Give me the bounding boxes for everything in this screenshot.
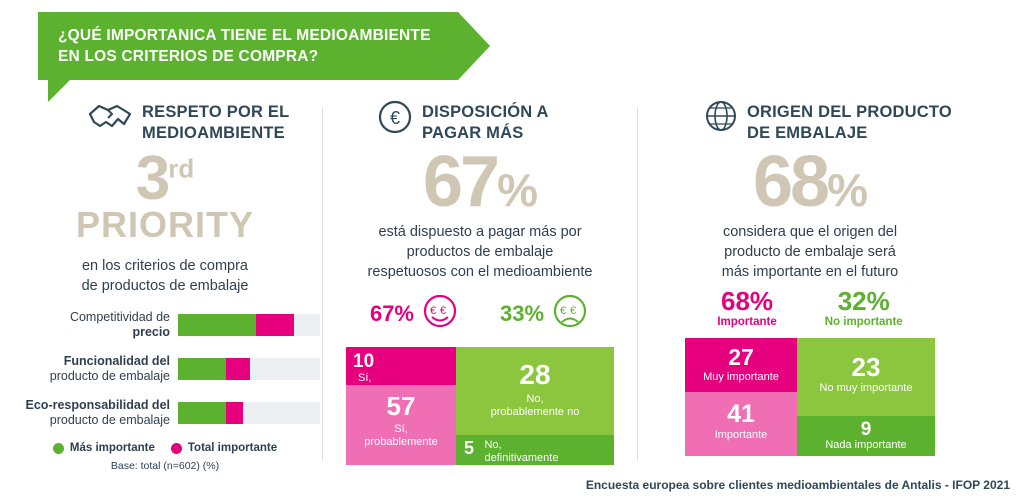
banner-line-2: EN LOS CRITERIOS DE COMPRA? <box>58 48 319 65</box>
svg-text:€: € <box>569 305 577 317</box>
footer-source: Encuesta europea sobre clientes medioambientales de Antalis - IFOP 2021 <box>585 478 1010 492</box>
bar-segment-green <box>178 358 226 380</box>
legend-label: Total importante <box>187 442 278 454</box>
block-si-probablemente: 57 Sí, probablemente <box>346 385 456 465</box>
col2-title-line-2: PAGAR MÁS <box>422 124 524 142</box>
column-divider-1 <box>322 108 323 460</box>
svg-text:€: € <box>559 305 567 317</box>
col1-bar-chart <box>10 310 320 428</box>
col1-base-note: Base: total (n=602) (%) <box>110 460 220 472</box>
col2-face-stats <box>330 294 630 333</box>
col3-title-line-1: ORIGEN DEL PRODUCTO <box>747 103 952 121</box>
svg-text:€: € <box>389 108 401 128</box>
col3-stacked-blocks <box>685 338 935 456</box>
bar-segment-green <box>178 402 226 424</box>
banner-line-1: ¿QUÉ IMPORTANICA TIENE EL MEDIOAMBIENTE <box>58 27 431 44</box>
bar-label-plain: producto de embalaje <box>49 369 170 383</box>
legend-item <box>171 442 277 454</box>
header-banner <box>38 12 458 80</box>
col1-big-number: 3rd <box>135 144 195 213</box>
bar-track <box>178 402 320 424</box>
stat-value: 68% <box>721 286 774 316</box>
bar-label-bold: Funcionalidad del <box>63 354 170 368</box>
col3-summary-stats <box>645 288 975 328</box>
col2-sub-line-2: productos de embalaje <box>406 244 554 260</box>
block-no-definitivamente: 5 No, definitivamente <box>456 435 614 465</box>
stat-importante <box>717 288 776 328</box>
face-stat-positive <box>370 294 460 333</box>
panel-respeto-medioambiente <box>10 100 320 472</box>
stat-label: Importante <box>717 316 777 328</box>
block-no-probablemente: 28 No, probablemente no <box>456 347 614 435</box>
bar-segment-pink <box>226 402 243 424</box>
col1-priority-word: PRIORITY <box>75 204 254 245</box>
svg-text:€: € <box>429 305 437 317</box>
banner-tail-shape <box>48 80 70 102</box>
bar-row <box>10 354 320 384</box>
block-muy-importante: 27 Muy importante <box>685 338 797 392</box>
col3-sub-line-1: considera que el origen del <box>722 224 898 240</box>
face-pct-value: 67% <box>369 300 414 326</box>
col1-legend <box>10 442 320 454</box>
col1-sub-line-2: de productos de embalaje <box>81 278 249 294</box>
col2-stacked-blocks <box>346 347 614 465</box>
stat-label: No importante <box>824 316 903 328</box>
svg-text:€: € <box>439 305 447 317</box>
sad-face-icon <box>550 294 590 333</box>
col3-sub-line-3: más importante en el futuro <box>721 264 899 280</box>
banner-arrow-shape <box>458 12 490 80</box>
panel-origen-producto <box>645 100 975 456</box>
bar-label-bold: precio <box>132 325 170 339</box>
legend-item <box>53 442 155 454</box>
bar-label-plain: producto de embalaje <box>49 413 170 427</box>
block-no-muy-importante: 23 No muy importante <box>797 338 935 416</box>
bar-label-plain: Competitividad de <box>69 310 170 324</box>
bar-row <box>10 310 320 340</box>
bar-segment-green <box>178 314 256 336</box>
col3-title-line-2: DE EMBALAJE <box>747 124 868 142</box>
col3-sub-line-2: producto de embalaje será <box>724 244 896 260</box>
stat-value: 32% <box>837 286 890 316</box>
bar-label-bold: Eco-responsabilidad del <box>25 398 170 412</box>
handshake-icon <box>88 100 132 139</box>
panel-disposicion-pagar <box>330 100 630 465</box>
bar-segment-pink <box>226 358 250 380</box>
col2-sub-line-1: está dispuesto a pagar más por <box>378 224 582 240</box>
bar-track <box>178 358 320 380</box>
column-divider-2 <box>637 108 638 460</box>
euro-circle-icon <box>378 100 412 139</box>
col1-sub-line-1: en los criterios de compra <box>81 258 248 274</box>
col2-big-number: 67% <box>423 142 537 222</box>
col2-title-line-1: DISPOSICIÓN A <box>422 103 549 121</box>
bar-segment-pink <box>256 314 294 336</box>
smiley-face-icon <box>420 294 460 333</box>
legend-dot-green-icon <box>53 443 64 454</box>
legend-label: Más importante <box>69 442 155 454</box>
col2-sub-line-3: respetuosos con el medioambiente <box>367 264 593 280</box>
col1-title-line-1: RESPETO POR EL <box>142 103 290 121</box>
col3-big-number: 68% <box>753 142 867 222</box>
stat-no-importante <box>825 288 903 328</box>
col1-title-line-2: MEDIOAMBIENTE <box>142 124 285 142</box>
block-si-definitivamente: 10 Sí, <box>346 347 456 385</box>
block-nada-importante: 9 Nada importante <box>797 416 935 456</box>
bar-row <box>10 398 320 428</box>
bar-track <box>178 314 320 336</box>
banner-text <box>38 25 431 67</box>
globe-icon <box>705 100 737 137</box>
legend-dot-pink-icon <box>171 443 182 454</box>
face-pct-value: 33% <box>500 300 545 326</box>
block-importante: 41 Importante <box>685 392 797 456</box>
face-stat-negative <box>500 294 590 333</box>
